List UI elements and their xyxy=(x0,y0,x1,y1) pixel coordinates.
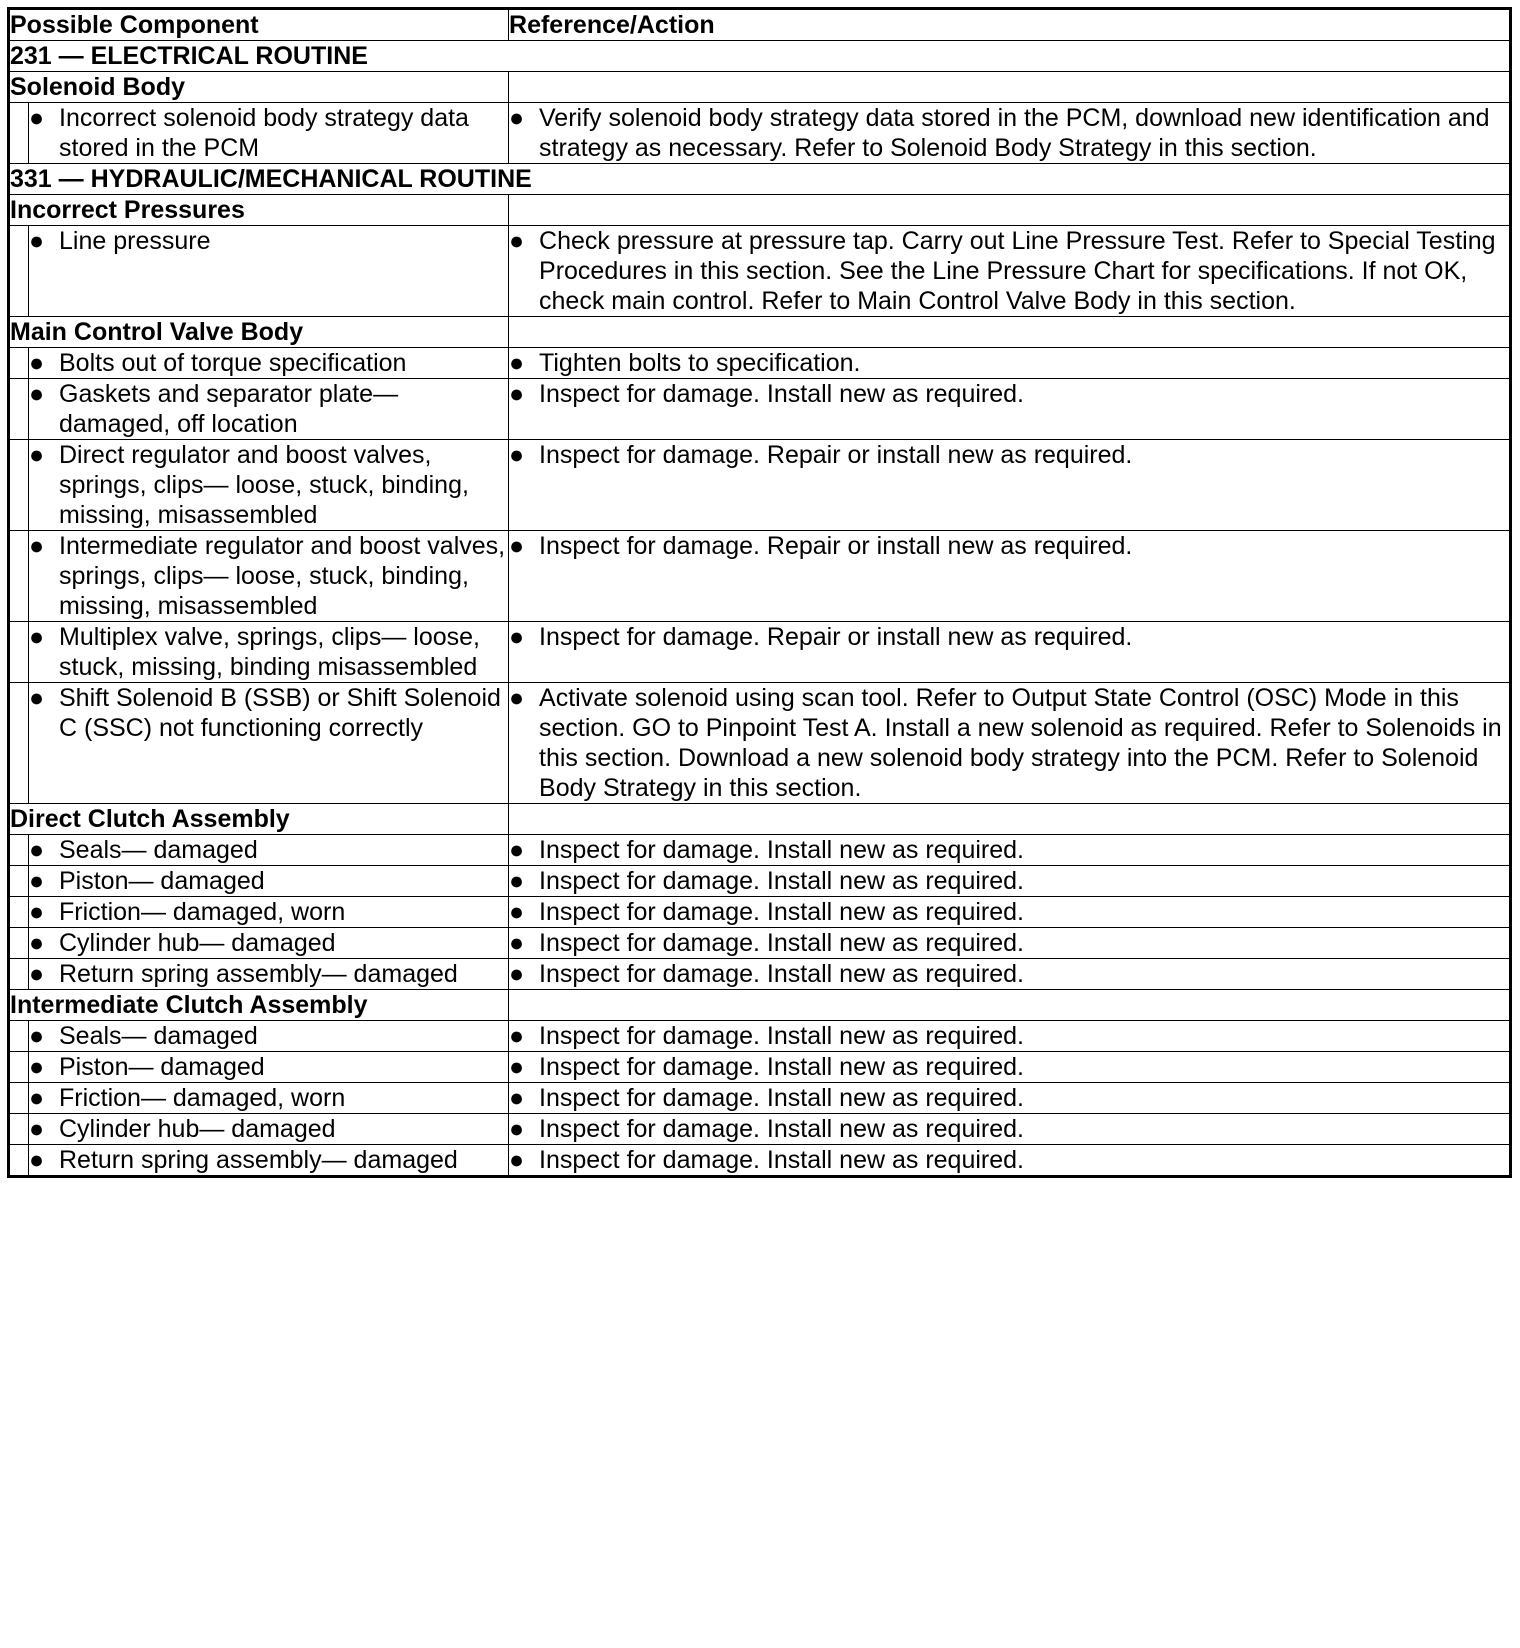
table-row xyxy=(9,226,1511,317)
group-action-empty xyxy=(509,990,1511,1021)
table-row xyxy=(9,1083,1511,1114)
indent-cell xyxy=(9,348,29,379)
cause-cell xyxy=(29,866,509,897)
cause-cell-text: Piston— damaged xyxy=(59,867,265,895)
cause-cell xyxy=(29,683,509,804)
cause-cell xyxy=(29,897,509,928)
action-cell-text: Inspect for damage. Install new as required. xyxy=(539,898,1025,926)
table-row xyxy=(9,1021,1511,1052)
action-cell xyxy=(509,226,1511,317)
indent-cell xyxy=(9,622,29,683)
action-cell-text: Activate solenoid using scan tool. Refer to Output State Control (OSC) Mode in this section. GO to Pinpoint Test A. Install a new solenoid as required. Refer to Solenoids in this section. Download a new solenoid body strategy into the PCM. Refer to Solenoid Body Strategy in this section. xyxy=(539,684,1502,802)
action-cell xyxy=(509,379,1511,440)
bullet-icon: ● xyxy=(509,1115,525,1143)
routine-electrical: 231 — ELECTRICAL ROUTINE xyxy=(9,41,1511,72)
cause-cell-content xyxy=(29,622,508,682)
action-cell-text: Inspect for damage. Install new as required. xyxy=(539,960,1025,988)
cause-cell-text: Line pressure xyxy=(59,227,211,255)
action-cell-content xyxy=(509,959,1509,989)
cause-cell-text: Bolts out of torque specification xyxy=(59,349,407,377)
indent-cell xyxy=(9,1052,29,1083)
action-cell-text: Inspect for damage. Install new as required. xyxy=(539,1115,1025,1143)
bullet-icon: ● xyxy=(29,532,45,560)
action-cell-text: Inspect for damage. Install new as required. xyxy=(539,1022,1025,1050)
cause-cell xyxy=(29,1145,509,1177)
action-cell-text: Inspect for damage. Repair or install new as required. xyxy=(539,623,1133,651)
bullet-icon: ● xyxy=(29,349,45,377)
action-cell-text: Inspect for damage. Install new as required. xyxy=(539,929,1025,957)
action-cell-content xyxy=(509,103,1509,163)
cause-cell xyxy=(29,835,509,866)
cause-cell-text: Incorrect solenoid body strategy data stored in the PCM xyxy=(59,104,469,162)
table-row xyxy=(9,683,1511,804)
diagnosis-table xyxy=(7,7,1512,1178)
cause-cell-content xyxy=(29,897,508,927)
indent-cell xyxy=(9,226,29,317)
group-title: Intermediate Clutch Assembly xyxy=(9,990,509,1021)
action-cell-text: Inspect for damage. Repair or install new as required. xyxy=(539,441,1133,469)
bullet-icon: ● xyxy=(29,1115,45,1143)
cause-cell-content xyxy=(29,379,508,439)
indent-cell xyxy=(9,440,29,531)
bullet-icon: ● xyxy=(29,104,45,132)
action-cell-text: Inspect for damage. Install new as required. xyxy=(539,380,1025,408)
action-cell-content xyxy=(509,1052,1509,1082)
group-action-empty xyxy=(509,72,1511,103)
bullet-icon: ● xyxy=(29,960,45,988)
bullet-icon: ● xyxy=(29,929,45,957)
action-cell-content xyxy=(509,866,1509,896)
cause-cell-text: Return spring assembly— damaged xyxy=(59,1146,458,1174)
indent-cell xyxy=(9,683,29,804)
action-cell-text: Inspect for damage. Repair or install new as required. xyxy=(539,532,1133,560)
bullet-icon: ● xyxy=(509,227,525,255)
cause-cell-content xyxy=(29,226,508,256)
cause-cell-content xyxy=(29,1052,508,1082)
cause-cell-content xyxy=(29,928,508,958)
action-cell-content xyxy=(509,897,1509,927)
indent-cell xyxy=(9,835,29,866)
table-row xyxy=(9,897,1511,928)
action-cell xyxy=(509,622,1511,683)
action-cell-content xyxy=(509,1145,1509,1175)
diagnosis-table-body xyxy=(9,9,1511,1177)
bullet-icon: ● xyxy=(29,898,45,926)
action-cell-content xyxy=(509,622,1509,652)
indent-cell xyxy=(9,1083,29,1114)
bullet-icon: ● xyxy=(509,867,525,895)
action-cell-content xyxy=(509,348,1509,378)
action-cell xyxy=(509,103,1511,164)
bullet-icon: ● xyxy=(509,836,525,864)
action-cell-text: Inspect for damage. Install new as required. xyxy=(539,1146,1025,1174)
group-row xyxy=(9,804,1511,835)
action-cell xyxy=(509,1052,1511,1083)
cause-cell-content xyxy=(29,1114,508,1144)
cause-cell xyxy=(29,103,509,164)
action-cell-text: Inspect for damage. Install new as required. xyxy=(539,867,1025,895)
bullet-icon: ● xyxy=(509,684,525,712)
cause-cell xyxy=(29,348,509,379)
table-row xyxy=(9,835,1511,866)
cause-cell-text: Return spring assembly— damaged xyxy=(59,960,458,988)
bullet-icon: ● xyxy=(509,380,525,408)
action-cell-text: Inspect for damage. Install new as required. xyxy=(539,836,1025,864)
action-cell-content xyxy=(509,226,1509,316)
group-row xyxy=(9,72,1511,103)
cause-cell-text: Seals— damaged xyxy=(59,836,258,864)
action-cell xyxy=(509,531,1511,622)
cause-cell-content xyxy=(29,1145,508,1175)
cause-cell-text: Direct regulator and boost valves, springs, clips— loose, stuck, binding, missing, misassembled xyxy=(59,441,469,529)
cause-cell xyxy=(29,440,509,531)
indent-cell xyxy=(9,1145,29,1177)
cause-cell-content xyxy=(29,866,508,896)
action-cell-text: Inspect for damage. Install new as required. xyxy=(539,1053,1025,1081)
cause-cell xyxy=(29,1021,509,1052)
action-cell-content xyxy=(509,1021,1509,1051)
action-cell-text: Verify solenoid body strategy data stored in the PCM, download new identification and strategy as necessary. Refer to Solenoid Body Strategy in this section. xyxy=(539,104,1490,162)
bullet-icon: ● xyxy=(29,1053,45,1081)
bullet-icon: ● xyxy=(509,1053,525,1081)
group-title: Main Control Valve Body xyxy=(9,317,509,348)
cause-cell xyxy=(29,531,509,622)
bullet-icon: ● xyxy=(29,441,45,469)
cause-cell-text: Shift Solenoid B (SSB) or Shift Solenoid C (SSC) not functioning correctly xyxy=(59,684,501,742)
indent-cell xyxy=(9,928,29,959)
cause-cell-text: Gaskets and separator plate— damaged, off location xyxy=(59,380,399,438)
action-cell xyxy=(509,897,1511,928)
bullet-icon: ● xyxy=(29,380,45,408)
action-cell xyxy=(509,348,1511,379)
routine-hydraulic: 331 — HYDRAULIC/MECHANICAL ROUTINE xyxy=(9,164,1511,195)
table-row xyxy=(9,379,1511,440)
action-cell-content xyxy=(509,531,1509,561)
cause-cell-content xyxy=(29,1021,508,1051)
group-action-empty xyxy=(509,317,1511,348)
bullet-icon: ● xyxy=(509,104,525,132)
action-cell-content xyxy=(509,835,1509,865)
cause-cell-text: Cylinder hub— damaged xyxy=(59,1115,336,1143)
header-possible-component: Possible Component xyxy=(9,9,509,41)
table-row xyxy=(9,348,1511,379)
bullet-icon: ● xyxy=(29,836,45,864)
bullet-icon: ● xyxy=(29,623,45,651)
action-cell xyxy=(509,683,1511,804)
cause-cell-content xyxy=(29,959,508,989)
table-row xyxy=(9,1052,1511,1083)
bullet-icon: ● xyxy=(509,623,525,651)
action-cell-content xyxy=(509,1083,1509,1113)
group-title: Incorrect Pressures xyxy=(9,195,509,226)
cause-cell-content xyxy=(29,348,508,378)
cause-cell xyxy=(29,928,509,959)
action-cell xyxy=(509,1021,1511,1052)
bullet-icon: ● xyxy=(509,441,525,469)
cause-cell-content xyxy=(29,440,508,530)
indent-cell xyxy=(9,897,29,928)
cause-cell-content xyxy=(29,103,508,163)
action-cell-text: Inspect for damage. Install new as required. xyxy=(539,1084,1025,1112)
cause-cell-content xyxy=(29,1083,508,1113)
group-row xyxy=(9,195,1511,226)
routine-row xyxy=(9,164,1511,195)
bullet-icon: ● xyxy=(29,1022,45,1050)
bullet-icon: ● xyxy=(29,1084,45,1112)
group-title: Solenoid Body xyxy=(9,72,509,103)
table-row xyxy=(9,622,1511,683)
indent-cell xyxy=(9,866,29,897)
cause-cell-text: Piston— damaged xyxy=(59,1053,265,1081)
cause-cell-content xyxy=(29,531,508,621)
action-cell-content xyxy=(509,440,1509,470)
action-cell-text: Check pressure at pressure tap. Carry out Line Pressure Test. Refer to Special Testing Procedures in this section. See the Line Pressure Chart for specifications. If not OK, check main control. Refer to Main Control Valve Body in this section. xyxy=(539,227,1496,315)
cause-cell-content xyxy=(29,835,508,865)
cause-cell xyxy=(29,959,509,990)
cause-cell xyxy=(29,1052,509,1083)
action-cell-content xyxy=(509,928,1509,958)
action-cell xyxy=(509,866,1511,897)
indent-cell xyxy=(9,531,29,622)
cause-cell xyxy=(29,622,509,683)
header-reference-action: Reference/Action xyxy=(509,9,1511,41)
group-row xyxy=(9,990,1511,1021)
action-cell xyxy=(509,959,1511,990)
cause-cell-text: Intermediate regulator and boost valves, springs, clips— loose, stuck, binding, missing, misassembled xyxy=(59,532,506,620)
table-row xyxy=(9,440,1511,531)
indent-cell xyxy=(9,379,29,440)
action-cell-text: Tighten bolts to specification. xyxy=(539,349,861,377)
cause-cell-text: Multiplex valve, springs, clips— loose, stuck, missing, binding misassembled xyxy=(59,623,480,681)
action-cell xyxy=(509,440,1511,531)
action-cell-content xyxy=(509,1114,1509,1144)
cause-cell xyxy=(29,1083,509,1114)
bullet-icon: ● xyxy=(29,867,45,895)
cause-cell-text: Friction— damaged, worn xyxy=(59,1084,346,1112)
indent-cell xyxy=(9,1021,29,1052)
indent-cell xyxy=(9,103,29,164)
cause-cell-text: Friction— damaged, worn xyxy=(59,898,346,926)
cause-cell xyxy=(29,226,509,317)
group-row xyxy=(9,317,1511,348)
group-action-empty xyxy=(509,195,1511,226)
bullet-icon: ● xyxy=(509,1084,525,1112)
table-row xyxy=(9,531,1511,622)
bullet-icon: ● xyxy=(509,1146,525,1174)
action-cell xyxy=(509,1145,1511,1177)
group-action-empty xyxy=(509,804,1511,835)
table-row xyxy=(9,103,1511,164)
action-cell-content xyxy=(509,379,1509,409)
cause-cell-text: Seals— damaged xyxy=(59,1022,258,1050)
cause-cell xyxy=(29,379,509,440)
table-row xyxy=(9,866,1511,897)
cause-cell xyxy=(29,1114,509,1145)
bullet-icon: ● xyxy=(29,1146,45,1174)
action-cell xyxy=(509,1083,1511,1114)
table-row xyxy=(9,959,1511,990)
table-row xyxy=(9,1114,1511,1145)
bullet-icon: ● xyxy=(509,532,525,560)
bullet-icon: ● xyxy=(509,898,525,926)
action-cell xyxy=(509,835,1511,866)
table-row xyxy=(9,1145,1511,1177)
action-cell-content xyxy=(509,683,1509,803)
bullet-icon: ● xyxy=(509,929,525,957)
cause-cell-content xyxy=(29,683,508,743)
cause-cell-text: Cylinder hub— damaged xyxy=(59,929,336,957)
bullet-icon: ● xyxy=(509,960,525,988)
table-row xyxy=(9,928,1511,959)
indent-cell xyxy=(9,959,29,990)
bullet-icon: ● xyxy=(29,227,45,255)
bullet-icon: ● xyxy=(509,1022,525,1050)
action-cell xyxy=(509,1114,1511,1145)
bullet-icon: ● xyxy=(29,684,45,712)
action-cell xyxy=(509,928,1511,959)
group-title: Direct Clutch Assembly xyxy=(9,804,509,835)
routine-row xyxy=(9,41,1511,72)
header-row xyxy=(9,9,1511,41)
bullet-icon: ● xyxy=(509,349,525,377)
indent-cell xyxy=(9,1114,29,1145)
